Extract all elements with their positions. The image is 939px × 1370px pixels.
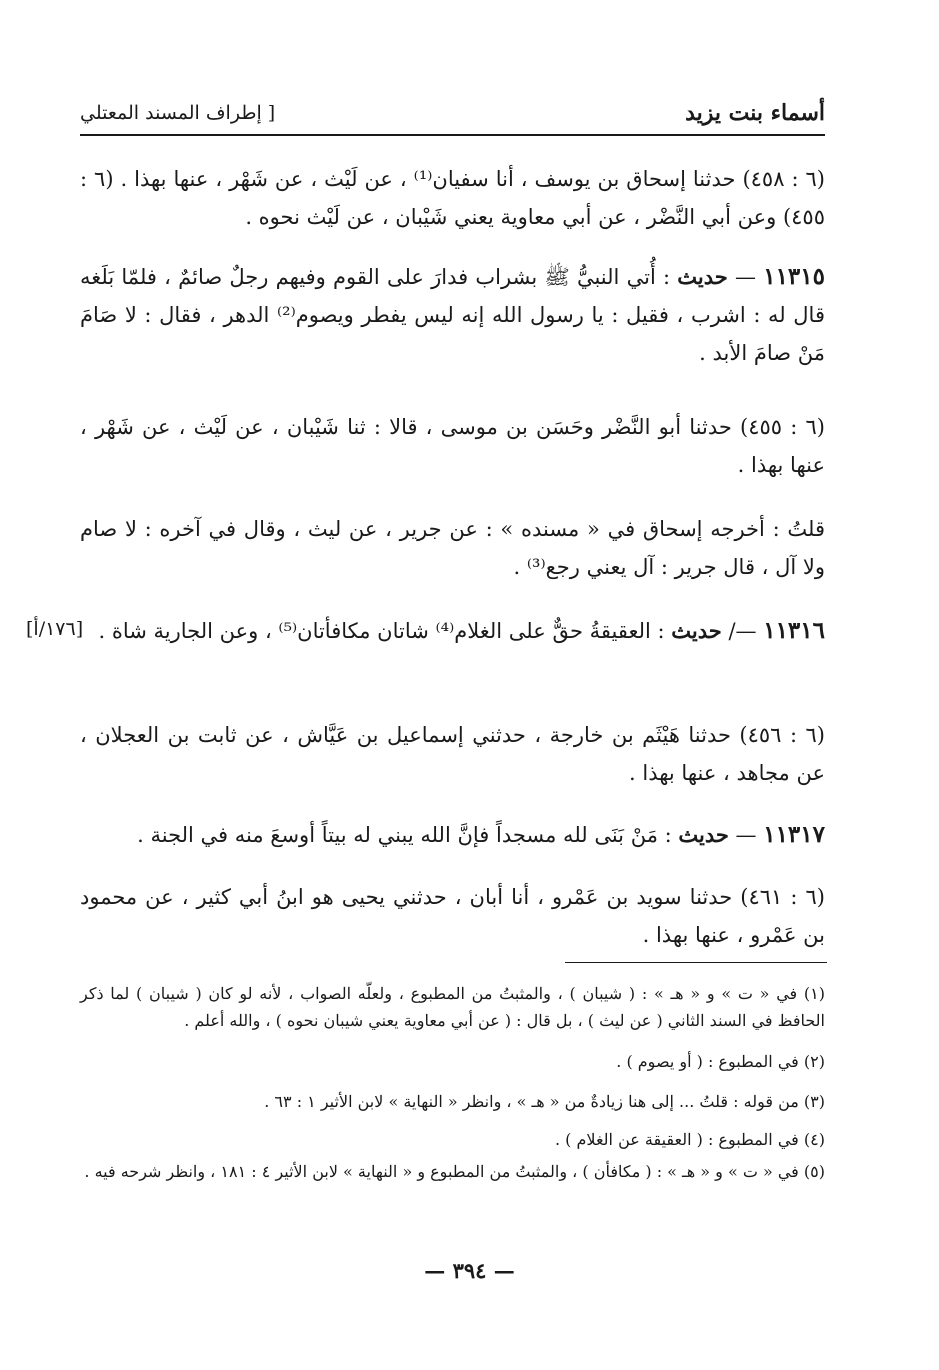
page-number: — ٣٩٤ — (424, 1258, 515, 1283)
hadith-number: ١١٣١٦ (763, 617, 825, 644)
hadith-entry: ١١٣١٧ — حديث : مَنْ بَنَى لله مسجداً فإنَّ الله يبني له بيتاً أوسعَ منه في الجنة . (137, 821, 825, 848)
hadith-text: : مَنْ بَنَى لله مسجداً فإنَّ الله يبني له بيتاً أوسعَ منه في الجنة . (137, 823, 672, 847)
footnote: (٢) في المطبوع : ( أو يصوم ) . (616, 1052, 825, 1071)
hadith-number: ١١٣١٥ (763, 263, 825, 290)
hadith-label: حديث (677, 264, 728, 289)
paragraph: (٦ : ٤٥٥) حدثنا أبو النَّضْر وحَسَن بن موسى ، قالا : ثنا شَيْبان ، عن لَيْث ، عن شَهْر ، عنها بهذا . (80, 415, 825, 477)
paragraph: قلتُ : أخرجه إسحاق في « مسنده » : عن جرير ، عن ليث ، وقال في آخره : لا صام ولا آل ، قال جرير : آل يعني رجع⁽³⁾ . (80, 517, 825, 579)
hadith-text: : أُتي النبيُّ ﷺ بشراب فدارَ على القوم وفيهم رجلٌ صائمٌ ، فلمّا بَلَغه قال له : اشرب ، فقيل : يا رسول الله إنه ليس يفطر ويصوم⁽²⁾ الدهر ، فقال : لا صَامَ مَنْ صامَ الأبد . (80, 265, 825, 365)
header-section: [ إطراف المسند المعتلي (80, 102, 276, 124)
hadith-entry: ١١٣١٦ —/ حديث : العقيقةُ حقٌّ على الغلام⁽⁴⁾ شاتان مكافأتان⁽⁵⁾ ، وعن الجارية شاة . (98, 617, 825, 644)
footnote: (٤) في المطبوع : ( العقيقة عن الغلام ) . (555, 1130, 825, 1149)
manuscript-folio-note: [١٧٦/أ] (26, 618, 84, 640)
hadith-entry: ١١٣١٥ — حديث : أُتي النبيُّ ﷺ بشراب فدارَ على القوم وفيهم رجلٌ صائمٌ ، فلمّا بَلَغه قال له : اشرب ، فقيل : يا رسول الله إنه ليس يفطر ويصوم⁽²⁾ الدهر ، فقال : لا صَامَ مَنْ صامَ الأبد . (80, 263, 825, 365)
footnote: (٥) في « ت » و « هـ » : ( مكافأن ) ، والمثبتُ من المطبوع و « النهاية » لابن الأثير ٤ : ١٨١ ، وانظر شرحه فيه . (84, 1162, 825, 1181)
footnote: (١) في « ت » و « هـ » : ( شيبان ) ، والمثبتُ من المطبوع ، ولعلّه الصواب ، لأنه لو كان ( شيبان ) لما ذكر الحافظ في السند الثاني ( عن ليث ) ، بل قال : ( عن أبي معاوية يعني شيبان نحوه ) ، والله أعلم . (80, 984, 825, 1030)
hadith-number: ١١٣١٧ (763, 821, 825, 848)
paragraph: (٦ : ٤٥٨) حدثنا إسحاق بن يوسف ، أنا سفيان⁽¹⁾ ، عن لَيْث ، عن شَهْر ، عنها بهذا . (٦ : ٤٥٥) وعن أبي النَّضْر ، عن أبي معاوية يعني شَيْبان ، عن لَيْث نحوه . (80, 167, 825, 229)
paragraph: (٦ : ٤٥٦) حدثنا هَيْثَم بن خارجة ، حدثني إسماعيل بن عَيَّاش ، عن ثابت بن العجلان ، عن مجاهد ، عنها بهذا . (80, 723, 825, 785)
paragraph: (٦ : ٤٦١) حدثنا سويد بن عَمْرو ، أنا أبان ، حدثني يحيى هو ابنُ أبي كثير ، عن محمود بن عَمْرو ، عنها بهذا . (80, 885, 825, 947)
footnote-separator (565, 962, 827, 963)
footnote: (٣) من قوله : قلتُ ... إلى هنا زيادةٌ من « هـ » ، وانظر « النهاية » لابن الأثير ١ : ٦٣ . (264, 1092, 825, 1111)
hadith-text: : العقيقةُ حقٌّ على الغلام⁽⁴⁾ شاتان مكافأتان⁽⁵⁾ ، وعن الجارية شاة . (98, 619, 665, 643)
hadith-label: حديث (678, 822, 729, 847)
running-header (80, 98, 825, 136)
header-title: أسماء بنت يزيد (685, 100, 825, 126)
hadith-label: حديث (671, 618, 722, 643)
